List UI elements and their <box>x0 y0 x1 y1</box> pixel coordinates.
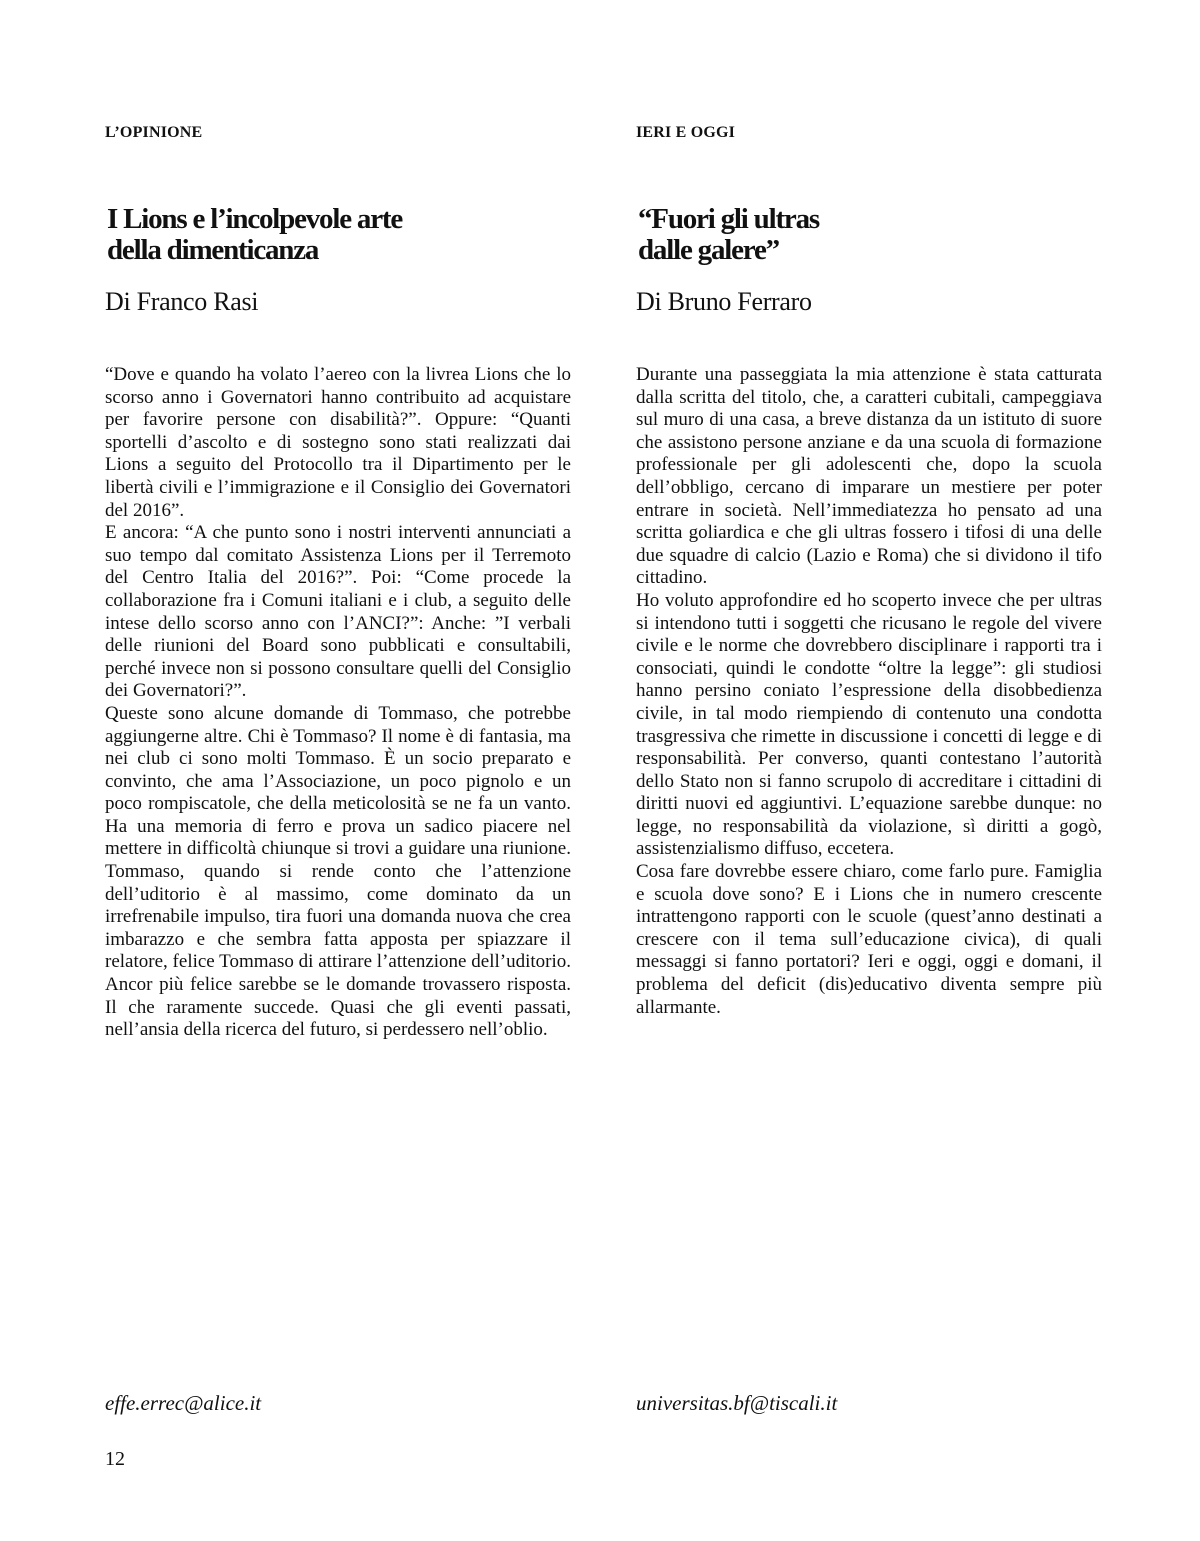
section-label: L’OPINIONE <box>105 124 203 141</box>
body-paragraph: Ho voluto approfondire ed ho scoperto invece che per ultras si intendono tutti i soggetti che ricusano le regole del vivere civile e le norme che dovrebbero disciplinare i rapporti tra i consociati, quindi le condotte “oltre la legge”: gli studiosi hanno persino coniato l’espressione della disobbedienza civile, in tal modo riempiendo di contenuto una condotta trasgressiva che rimette in discussione i concetti di legge e di responsabilità. Per converso, quanti contestano l’autorità dello Stato non si fanno scrupolo di accreditare i cittadini di diritti nuovi ed aggiuntivi. L’equazione sarebbe dunque: no legge, no responsabilità da violazione, sì diritti a gogò, assistenzialismo diffuso, eccetera. <box>636 589 1102 860</box>
article-title-line: “Fuori gli ultras <box>638 203 819 235</box>
body-paragraph: “Dove e quando ha volato l’aereo con la livrea Lions che lo scorso anno i Governatori hanno contribuito ad acquistare per favorire persone con disabilità?”. Oppure: “Quanti sportelli d’ascolto e di sostegno sono stati realizzati dai Lions a seguito del Protocollo tra il Dipartimento per le libertà civili e l’immigrazione e il Consiglio dei Governatori del 2016”. <box>105 364 571 521</box>
body-paragraph: Durante una passeggiata la mia attenzione è stata catturata dalla scritta del titolo, che, a caratteri cubitali, campeggiava sul muro di una casa, a breve distanza da un istituto di suore che assistono persone anziane e da una scuola di formazione professionale per gli adolescenti che, dopo la scuola dell’obbligo, cercano di imparare un mestiere per poter entrare in società. Nell’immediatezza ho pensato ad una scritta goliardica e che gli ultras fossero i tifosi di una delle due squadre di calcio (Lazio e Roma) che si dividono il tifo cittadino. <box>636 364 1102 589</box>
author-email: universitas.bf@tiscali.it <box>636 1391 838 1415</box>
body-paragraph: E ancora: “A che punto sono i nostri interventi annunciati a suo tempo dal comitato Assistenza Lions per il Terremoto del Centro Italia del 2016?”. Poi: “Come procede la collaborazione fra i Comuni italiani e i club, a seguito delle intese dello scorso anno con l’ANCI?”: Anche: ”I verbali delle riunioni del Board sono pubblicati e consultabili, perché invece non si possono consultare quelli del Consiglio dei Governatori?”. <box>105 522 571 702</box>
article-title-line: dalle galere” <box>638 234 779 266</box>
article-body <box>105 364 571 1042</box>
article-author: Di Franco Rasi <box>105 287 259 316</box>
section-label: IERI E OGGI <box>636 124 736 141</box>
author-email: effe.errec@alice.it <box>105 1391 262 1415</box>
article-title-line: della dimenticanza <box>107 234 319 266</box>
page-number: 12 <box>105 1448 125 1470</box>
article-title <box>638 204 1078 266</box>
article-author: Di Bruno Ferraro <box>636 287 812 316</box>
article-body <box>636 364 1102 1019</box>
body-paragraph: Queste sono alcune domande di Tommaso, che potrebbe aggiungerne altre. Chi è Tommaso? Il nome è di fantasia, ma nei club ci sono molti Tommaso. È un socio preparato e convinto, che ama l’Associazione, un poco pignolo e un poco rompiscatole, che della meticolosità se ne fa un vanto. Ha una memoria di ferro e prova un sadico piacere nel mettere in difficoltà chiunque si trovi a guidare una riunione. Tommaso, quando si rende conto che l’attenzione dell’uditorio è al massimo, come dominato da un irrefrenabile impulso, tira fuori una domanda nuova che crea imbarazzo e che sembra fatta apposta per spiazzare il relatore, felice Tommaso di attirare l’attenzione dell’uditorio. Ancor più felice sarebbe se le domande trovassero risposta. Il che raramente succede. Quasi che gli eventi passati, nell’ansia della ricerca del futuro, si perdessero nell’oblio. <box>105 702 571 1041</box>
article-title <box>107 204 547 266</box>
article-title-line: I Lions e l’incolpevole arte <box>107 203 403 235</box>
body-paragraph: Cosa fare dovrebbe essere chiaro, come farlo pure. Famiglia e scuola dove sono? E i Lions che in numero crescente intrattengono rapporti con le scuole (quest’anno destinati a crescere con il tema sull’educazione civica), di quali messaggi si fanno portatori? Ieri e oggi, oggi e domani, il problema del deficit (dis)educativo diventa sempre più allarmante. <box>636 861 1102 1018</box>
